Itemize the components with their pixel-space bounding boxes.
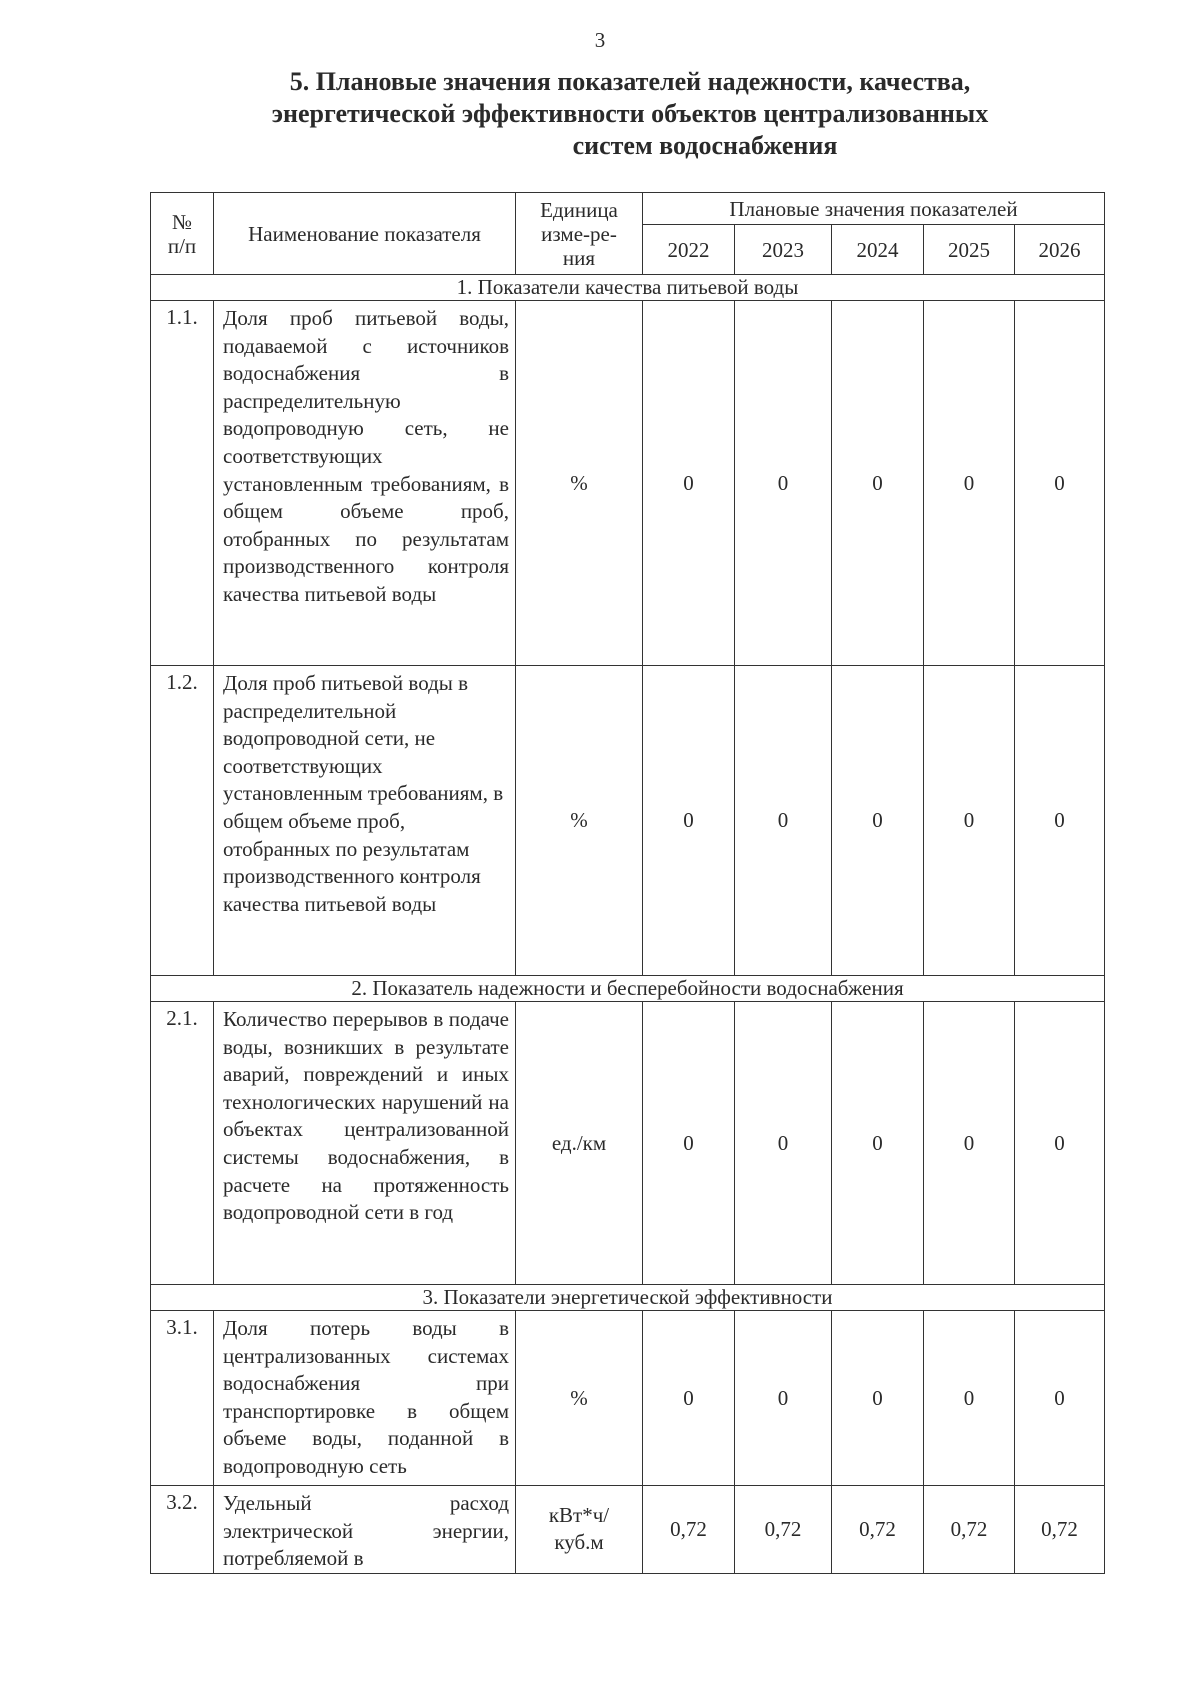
row-value: 0 (735, 666, 832, 976)
row-value: 0 (924, 1002, 1015, 1285)
header-name: Наименование показателя (214, 193, 516, 275)
section-title: 2. Показатель надежности и бесперебойности водоснабжения (151, 976, 1105, 1002)
document-title (220, 66, 1040, 162)
section-title: 3. Показатели энергетической эффективности (151, 1285, 1105, 1311)
row-value: 0,72 (1015, 1486, 1105, 1574)
row-num: 3.2. (151, 1486, 214, 1574)
row-value: 0 (924, 666, 1015, 976)
row-name: Доля проб питьевой воды, подаваемой с источников водоснабжения в распределительную водопроводную сеть, не соответствующих установленным требованиям, в общем объеме проб, отобранных по результатам производственного контроля качества питьевой воды (214, 301, 516, 666)
row-value: 0,72 (735, 1486, 832, 1574)
header-unit: Единица изме-ре-ния (516, 193, 643, 275)
row-value: 0 (1015, 666, 1105, 976)
row-value: 0 (832, 301, 924, 666)
row-unit: ед./км (516, 1002, 643, 1285)
title-line-1: 5. Плановые значения показателей надежности, качества, (289, 67, 971, 96)
header-year: 2026 (1015, 225, 1105, 275)
row-value: 0 (643, 1002, 735, 1285)
row-value: 0 (735, 1311, 832, 1486)
row-value: 0 (1015, 1002, 1105, 1285)
page-number: 3 (594, 28, 606, 52)
row-value: 0 (1015, 1311, 1105, 1486)
row-name: Количество перерывов в подаче воды, возникших в результате аварий, повреждений и иных технологических нарушений на объектах централизованной системы водоснабжения, в расчете на протяженность водопроводной сети в год (214, 1002, 516, 1285)
row-value: 0 (832, 1002, 924, 1285)
title-line-3: систем водоснабжения (572, 131, 838, 160)
section-row (151, 275, 1105, 301)
row-value: 0,72 (643, 1486, 735, 1574)
row-num: 1.2. (151, 666, 214, 976)
row-value: 0 (832, 666, 924, 976)
row-name: Доля потерь воды в централизованных системах водоснабжения при транспортировке в общем объеме воды, поданной в водопроводную сеть (214, 1311, 516, 1486)
row-unit: % (516, 1311, 643, 1486)
header-year: 2024 (832, 225, 924, 275)
table-row (151, 301, 1105, 666)
row-value: 0,72 (924, 1486, 1015, 1574)
row-num: 3.1. (151, 1311, 214, 1486)
row-value: 0 (924, 1311, 1015, 1486)
row-name: Доля проб питьевой воды в распределительной водопроводной сети, не соответствующих установленным требованиям, в общем объеме проб, отобранных по результатам производственного контроля качества питьевой воды (214, 666, 516, 976)
table-row (151, 1486, 1105, 1574)
header-num: № п/п (151, 193, 214, 275)
row-unit: % (516, 301, 643, 666)
header-year: 2022 (643, 225, 735, 275)
row-value: 0 (735, 301, 832, 666)
row-value: 0 (735, 1002, 832, 1285)
row-unit: % (516, 666, 643, 976)
indicators-table (150, 192, 1105, 1574)
section-row (151, 1285, 1105, 1311)
table-row (151, 1002, 1105, 1285)
row-value: 0 (643, 666, 735, 976)
title-line-2: энергетической эффективности объектов централизованных (271, 99, 989, 128)
row-num: 1.1. (151, 301, 214, 666)
row-value: 0 (643, 1311, 735, 1486)
row-value: 0 (643, 301, 735, 666)
row-num: 2.1. (151, 1002, 214, 1285)
section-title: 1. Показатели качества питьевой воды (151, 275, 1105, 301)
row-value: 0 (924, 301, 1015, 666)
row-unit: кВт*ч/ куб.м (516, 1486, 643, 1574)
row-value: 0 (832, 1311, 924, 1486)
table-row (151, 1311, 1105, 1486)
header-year: 2025 (924, 225, 1015, 275)
row-name: Удельный расход электрической энергии, потребляемой в (214, 1486, 516, 1574)
header-plan: Плановые значения показателей (643, 193, 1105, 225)
table-row (151, 666, 1105, 976)
row-value: 0 (1015, 301, 1105, 666)
row-value: 0,72 (832, 1486, 924, 1574)
section-row (151, 976, 1105, 1002)
header-year: 2023 (735, 225, 832, 275)
